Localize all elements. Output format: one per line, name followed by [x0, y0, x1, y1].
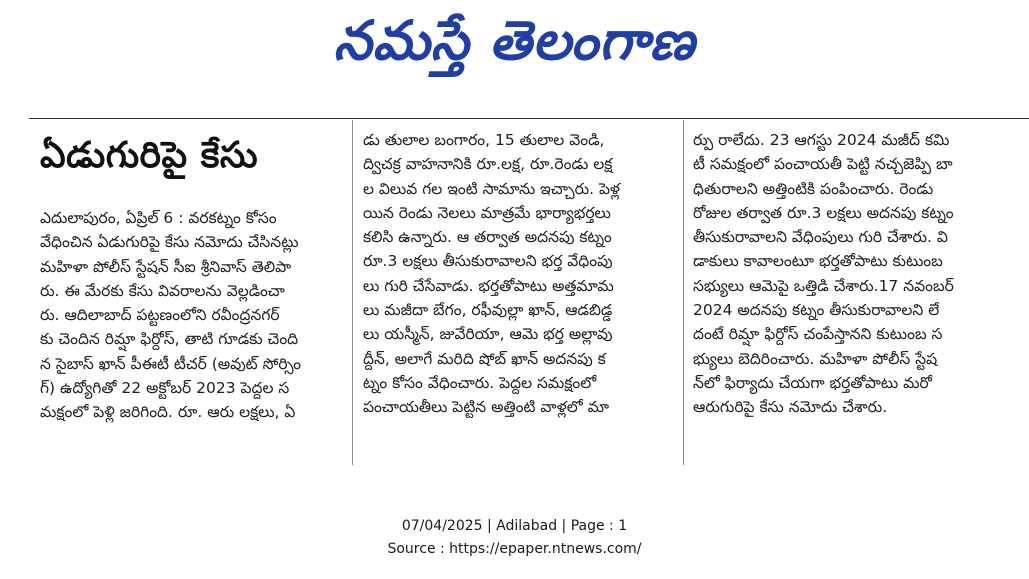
masthead-title: నమస్తే తెలంగాణ: [333, 8, 696, 72]
article-line: ర్పు రాలేదు. 23 ఆగస్టు 2024 మజీద్ కమి: [693, 131, 950, 149]
article-line: యిన రెండు నెలలు మాత్రమే భార్యాభర్తలు: [363, 203, 611, 222]
footer-date-line: 07/04/2025 | Adilabad | Page : 1: [401, 518, 628, 534]
article-line: వేధించిన ఏడుగురిపై కేసు నమోదు చేసినట్లు: [40, 233, 299, 252]
article-line: ఎదులాపురం, ఏప్రిల్ 6 : వరకట్నం కోసం: [40, 209, 277, 227]
article-line: లు మజీదా బేగం, రఫీవుల్లా ఖాన్, ఆడబిడ్డ: [363, 301, 613, 320]
article-headline: ఏడుగురిపై కేసు: [40, 135, 259, 176]
article-line: ధితురాలని అత్తింటికి పంపించారు. రెండు: [693, 179, 934, 198]
column-divider: [683, 120, 684, 465]
article-line: ద్దీన్, అలాగే మరిది షోబ్ ఖాన్ అదనపు క: [363, 349, 606, 368]
article-line: ఆరుగురిపై కేసు నమోదు చేశారు.: [693, 398, 888, 417]
article-line: కలిసి ఉన్నారు. ఆ తర్వాత అదనపు కట్నం: [363, 228, 612, 247]
article-line: ద్విచక్ర వాహనానికి రూ.లక్ష, రూ.రెండు లక్ష: [363, 155, 613, 174]
footer-source-line: Source : https://epaper.ntnews.com/: [387, 541, 642, 557]
article-line: గ్) ఉద్యోగితో 22 అక్టోబర్ 2023 పెద్దల స: [40, 379, 290, 398]
column-divider: [352, 120, 353, 465]
article-line: మహిళా పోలీస్ స్టేషన్ సీఐ శ్రీనివాస్ తెలిపా: [40, 257, 292, 276]
article-line: డు తులాల బంగారం, 15 తులాల వెండి,: [363, 131, 605, 149]
masthead-logo: [0, 4, 1029, 76]
article-line: ల విలువ గల ఇంటి సామాను ఇచ్చారు. పెళ్ల: [363, 179, 620, 198]
article-line: రోజుల తర్వాత రూ.3 లక్షలు అదనపు కట్నం: [693, 203, 954, 222]
article-line: భ్యులు బెదిరించారు. మహిళా పోలీస్ స్టేష: [693, 349, 938, 368]
article-line: న సైబాస్ ఖాన్ పీఈటీ టీచర్ (అవుట్ సోర్సిం: [40, 354, 302, 373]
article-line: లు గురి చేసేవాడు. భర్తతోపాటు అత్తమామ: [363, 276, 614, 295]
article-line: తీసుకురావాలని వేధింపులు గురి చేశారు. వి: [693, 228, 948, 247]
article-line: లు యస్మీన్, జువేరియా, ఆమె భర్త అల్లావు: [363, 325, 613, 344]
article-line: న్‌లో ఫిర్యాదు చేయగా భర్తతోపాటు మరో: [693, 373, 932, 392]
article-column-3: [693, 128, 1011, 420]
article-line: దంటే రిమ్షా ఫిర్దోస్ చంపేస్తానని కుటుంబ స: [693, 325, 943, 344]
article-line: ట్నం కోసం వేధించారు. పెద్దల సమక్షంలో: [363, 373, 597, 392]
article-line: సభ్యులు ఆమెపై ఒత్తిడి చేశారు.17 నవంబర్: [693, 276, 954, 295]
article-line: రు. ఈ మేరకు కేసు వివరాలను వెల్లడించా: [40, 281, 285, 300]
article-column-1: [40, 206, 343, 425]
article-line: మక్షంలో పెళ్లి జరిగింది. రూ. ఆరు లక్షలు, ఏ: [40, 403, 296, 422]
article-line: రు. ఆదిలాబాద్ పట్టణంలోని రవీంద్రనగర్: [40, 306, 280, 325]
article-line: టీ సమక్షంలో పంచాయతీ పెట్టి నచ్చజెప్పి బా: [693, 155, 953, 174]
article-line: 2024 అదనపు కట్నం తీసుకురావాలని లే: [693, 301, 940, 320]
article-column-2: [363, 128, 675, 420]
article-line: రూ.3 లక్షలు తీసుకురావాలని భర్త వేధింపు: [363, 252, 613, 271]
article-line: పంచాయతీలు పెట్టిన అత్తింటి వాళ్లలో మా: [363, 398, 610, 417]
article-line: కు చెందిన రిమ్షా ఫిర్దోస్, తాటి గూడకు చెంది: [40, 330, 299, 349]
article-line: డాకులు కావాలంటూ భర్తతోపాటు కుటుంబ: [693, 252, 943, 271]
